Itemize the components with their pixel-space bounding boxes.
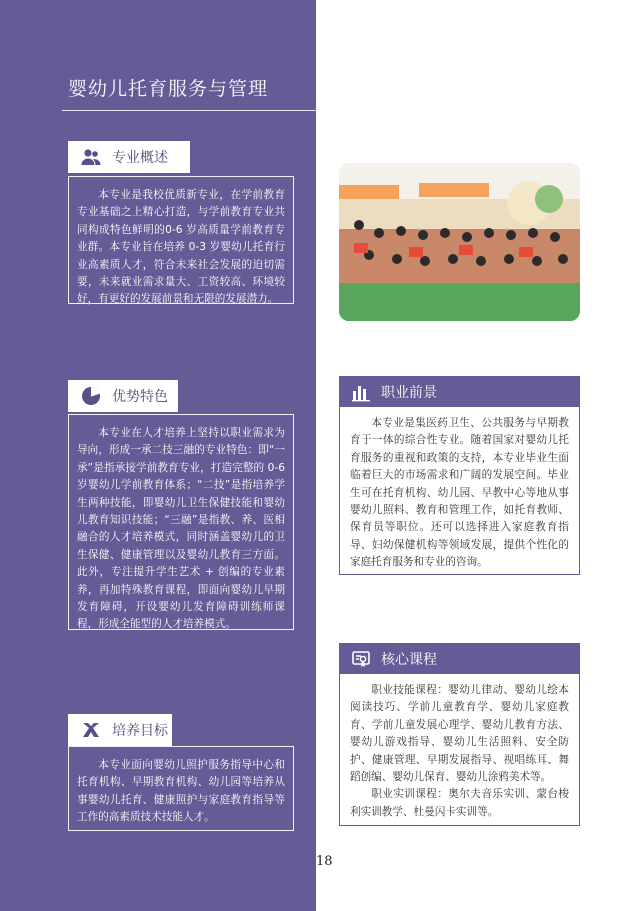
section-header-advantages (68, 380, 178, 412)
people-icon (80, 146, 102, 168)
section-header-career (339, 376, 580, 407)
title-divider (62, 110, 316, 111)
section-title-goals: 培养目标 (112, 723, 168, 739)
overview-text: 本专业是我校优质新专业，在学前教育专业基础之上精心打造，与学前教育专业共同构成特色鲜明的0-6 岁高质量学前教育专业群。本专业旨在培养 0-3 岁婴幼儿托育行业高素质人才，符合未来社会发展的迫切需要，未来就业需求量大、工资较高、环境较好，有更好的发展前景和无限的发展潜力。 (77, 189, 285, 306)
overview-box (68, 176, 294, 304)
section-title-career: 职业前景 (381, 384, 437, 401)
section-header-goals (68, 714, 172, 746)
section-title-advantages: 优势特色 (112, 389, 168, 405)
section-header-courses (339, 643, 580, 674)
bar-chart-icon (351, 382, 371, 402)
advantages-text: 本专业在人才培养上坚持以职业需求为导向，形成一承二技三融的专业特色：即“一承”是指承接学前教育专业，打造完整的 0-6 岁婴幼儿学前教育体系；“二技”是指培养学生两种技能，即婴幼儿卫生保健技能和婴幼儿教育知识技能；“三融”是指教、养、医相融合的人才培养模式，同时涵盖婴幼儿的卫生保健、健康管理以及婴幼儿教育三方面。此外，专注提升学生艺术 + 创编的专业素养，再加特殊教育课程，即面向婴幼儿早期发育障碍，开设婴幼儿发育障碍训练师课程，形成全能型的人才培养模式。 (77, 427, 285, 631)
section-title-courses: 核心课程 (381, 651, 437, 668)
pie-chart-icon (80, 385, 102, 407)
career-box (339, 407, 580, 575)
courses-box (339, 674, 580, 826)
career-text: 本专业是集医药卫生、公共服务与早期教育于一体的综合性专业。随着国家对婴幼儿托育服务的重视和政策的支持，本专业毕业生面临着巨大的市场需求和广阔的发展空间。毕业生可在托育机构、幼儿园、早教中心等地从事婴幼儿照料、教育和管理工作，如托育教师、保育员等职位。还可以选择进入家庭教育指导、妇幼保健机构等领域发展，提供个性化的家庭托育服务和专业的咨询。 (350, 417, 569, 569)
page-title: 婴幼儿托育服务与管理 (68, 78, 269, 100)
certificate-icon (351, 649, 371, 669)
students-photo (339, 163, 580, 321)
courses-practice-text: 职业实训课程：奥尔夫音乐实训、蒙台梭利实训教学、杜曼闪卡实训等。 (350, 788, 569, 818)
goals-box (68, 746, 294, 831)
section-header-overview (68, 141, 190, 173)
advantages-box (68, 414, 294, 630)
goals-text: 本专业面向婴幼儿照护服务指导中心和托育机构、早期教育机构、幼儿园等培养从事婴幼儿托育、健康照护与家庭教育指导等工作的高素质技术技能人才。 (77, 759, 285, 824)
section-title-overview: 专业概述 (112, 150, 168, 166)
courses-skills-text: 职业技能课程：婴幼儿律动、婴幼儿绘本阅读技巧、学前儿童教育学、婴幼儿家庭教育、学前儿童发展心理学、婴幼儿教育方法、婴幼儿游戏指导、婴幼儿生活照料、安全防护、健康管理、早期发展指导、视唱练耳、舞蹈创编、婴幼儿保育、婴幼儿涂鸦美术等。 (350, 684, 569, 784)
page-number: 18 (316, 854, 333, 869)
ribbon-icon (80, 719, 102, 741)
photo-illustration (339, 163, 580, 321)
